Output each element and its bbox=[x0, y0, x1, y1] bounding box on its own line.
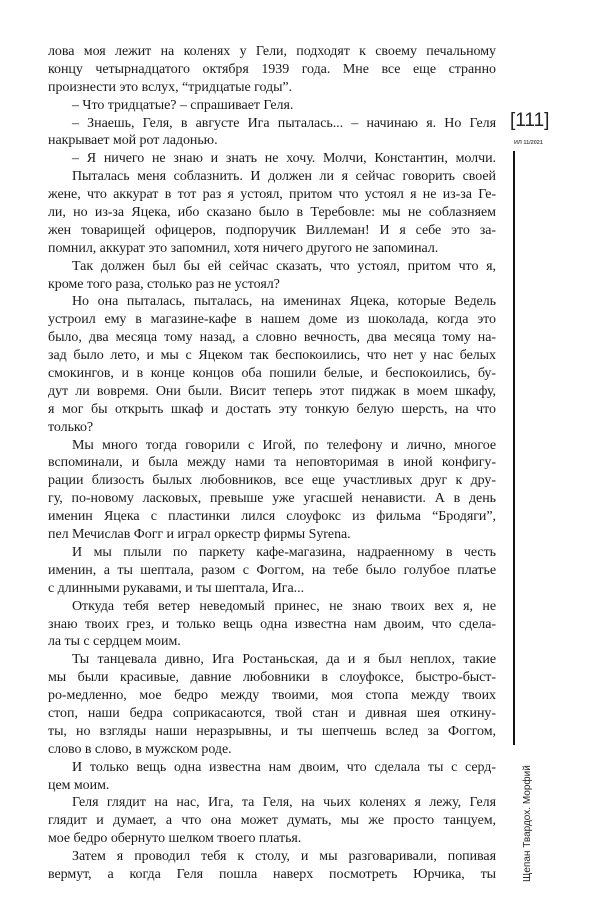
text-line: дут ли вовремя. Они были. Висит теперь этот пиджак в моем шкафу, bbox=[48, 383, 496, 399]
text-line: Так должен был бы ей сейчас сказать, что устоял, притом что я, bbox=[72, 258, 496, 274]
text-line: ты, но взгляды наши неразрывны, и ты шепчешь вслед за Фоггом, bbox=[48, 723, 496, 739]
text-line: произнести это вслух, “тридцатые годы”. bbox=[48, 79, 293, 95]
text-line: И мы плыли по паркету кафе-магазина, надраенному в честь bbox=[72, 544, 496, 560]
text-line: цем моим. bbox=[48, 777, 110, 793]
text-line: лова моя лежит на коленях у Гели, подходят к своему печальному bbox=[48, 44, 496, 59]
text-line: – Я ничего не знаю и знать не хочу. Молчи, Константин, молчи. bbox=[72, 151, 496, 167]
text-line: с длинными рукавами, и ты шептала, Ига... bbox=[48, 580, 305, 596]
text-line: И только вещь одна известна нам двоим, что сделала ты с серд- bbox=[72, 759, 496, 775]
text-line: глядит и думает, а что она может думать, мы же просто танцуем, bbox=[48, 813, 496, 829]
text-line: вермут, а когда Геля пошла наверх посмотреть Юрчика, ты bbox=[48, 866, 496, 882]
issue-label: ИЛ 11/2021 bbox=[514, 140, 543, 146]
text-line: только? bbox=[48, 419, 94, 435]
text-line: именин Яцека с пластинки лился слоуфокс из фильма “Бродяги”, bbox=[48, 509, 496, 525]
text-line: смокингов, и в конце концов оба пошили белые, и беспокоились, бу- bbox=[48, 366, 496, 382]
text-line: слово в слово, в мужском роде. bbox=[48, 741, 232, 757]
text-line: устроил ему в магазине-кафе в нашем доме из шоколада, когда это bbox=[48, 312, 496, 328]
text-line: Затем я проводил тебя к столу, и мы разговаривали, попивая bbox=[72, 849, 496, 865]
text-line: жен товарищей офицеров, подпоручик Виллеман! И я себе это за- bbox=[48, 222, 496, 238]
text-line: кроме того раза, столько раз не устоял? bbox=[48, 276, 280, 292]
running-title: Щепан Твардох. Морфий bbox=[522, 765, 533, 882]
text-line: жене, что аккурат в тот раз я устоял, притом что устоял я не из-за Ге- bbox=[48, 187, 496, 203]
text-line: мы были красивые, давние любовники в слоуфоксе, быстро-быст- bbox=[48, 670, 496, 686]
text-line: концу четырнадцатого октября 1939 года. Мне все еще странно bbox=[48, 61, 496, 77]
body-text bbox=[48, 43, 496, 884]
text-line: зад было лето, и мы с Яцеком так беспокоились, что нет у нас белых bbox=[48, 348, 496, 364]
text-line: накрывает мой рот ладонью. bbox=[48, 133, 218, 149]
text-line: гу, по-новому ласковых, превыше уже угасшей ненависти. А в день bbox=[48, 491, 496, 507]
text-line: знаю твоих грез, и только вещь одна известна нам двоим, что сдела- bbox=[48, 616, 496, 632]
text-line: ли, но из-за Яцека, ибо сказано было в Теребовле: мы не соблазняем bbox=[48, 205, 496, 221]
text-line: именин, а ты шептала, разом с Фоггом, на тебе было голубое платье bbox=[48, 562, 496, 578]
text-line: Пыталась меня соблазнить. И должен ли я сейчас говорить своей bbox=[72, 169, 496, 185]
text-line: вспоминали, и была между нами та неповторимая в иной конфигу- bbox=[48, 455, 496, 471]
text-line: Но она пыталась, пыталась, на именинах Яцека, которые Ведель bbox=[72, 294, 496, 310]
text-line: стоп, наши бедра соприкасаются, твой стан и дивная шея откину- bbox=[48, 705, 496, 721]
text-line: – Что тридцатые? – спрашивает Геля. bbox=[72, 97, 294, 113]
text-line: Ты танцевала дивно, Ига Ростаньская, да и я был неплох, такие bbox=[72, 652, 496, 668]
text-line: Мы много тогда говорили с Игой, по телефону и лично, многое bbox=[72, 437, 496, 453]
text-line: помнил, аккурат это запомнил, хотя ничего другого не запоминал. bbox=[48, 240, 439, 256]
text-line: ро-медленно, мое бедро между твоими, моя стопа между твоих bbox=[48, 688, 496, 704]
text-line: Геля глядит на нас, Ига, та Геля, на чьих коленях я лежу, Геля bbox=[72, 795, 496, 811]
text-line: рации близость былых любовников, все еще участливых друг к дру- bbox=[48, 473, 496, 489]
text-line: пел Мечислав Фогг и играл оркестр фирмы Syrena. bbox=[48, 527, 351, 543]
text-line: было, два месяца тому назад, а словно вечность, два месяца тому на- bbox=[48, 330, 496, 346]
text-line: я мог бы открыть шкаф и достать эту тонкую белую шерсть, на что bbox=[48, 401, 496, 417]
text-line: – Знаешь, Геля, в августе Ига пыталась... – начинаю я. Но Геля bbox=[72, 115, 496, 131]
text-line: мое бедро обернуто шелком твоего платья. bbox=[48, 831, 302, 847]
page-number: [111] bbox=[510, 110, 550, 131]
text-line: Откуда тебя ветер неведомый принес, не знаю твоих вех я, не bbox=[72, 598, 496, 614]
margin-rule bbox=[513, 151, 515, 745]
text-line: ла ты с сердцем моим. bbox=[48, 634, 181, 650]
